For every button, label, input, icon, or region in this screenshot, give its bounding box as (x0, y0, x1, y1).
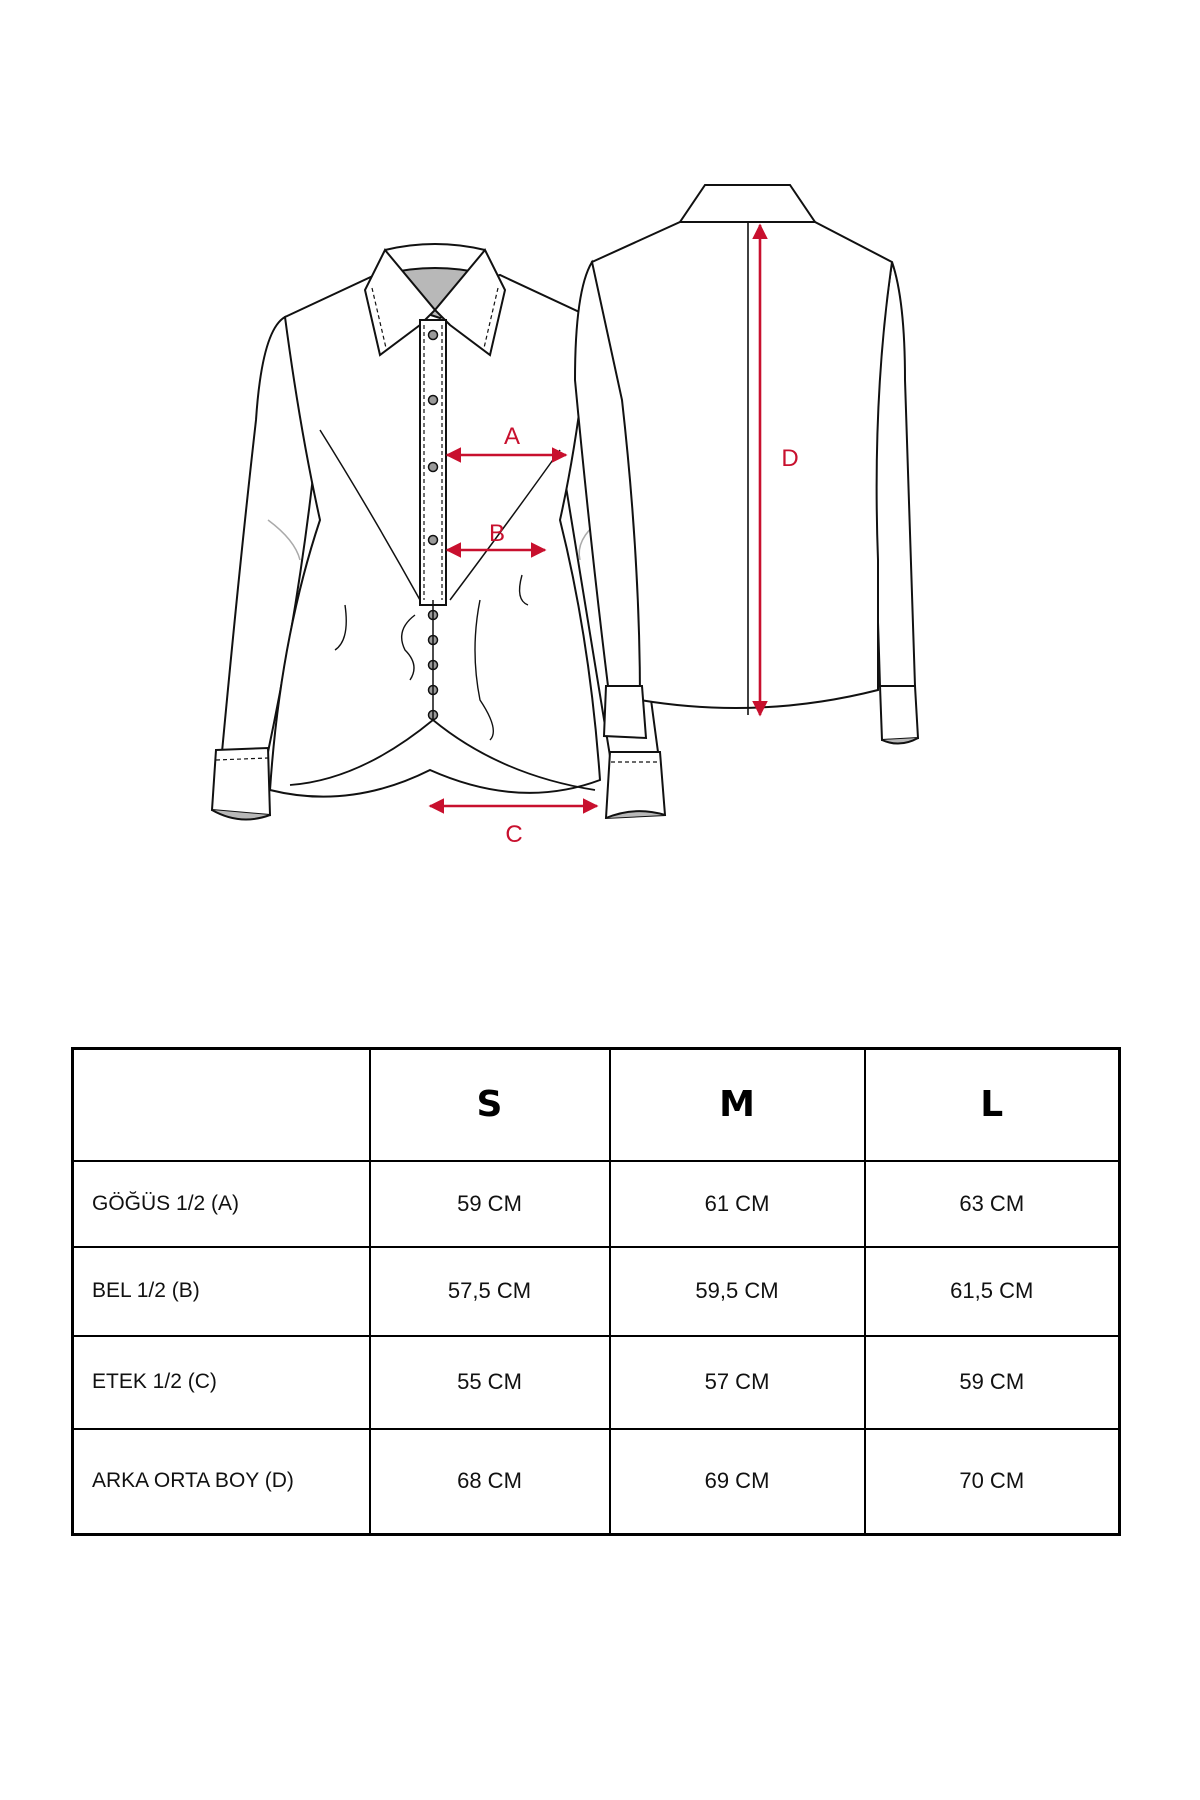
shirt-back-view (575, 185, 918, 744)
row-label-hem: ETEK 1/2 (C) (73, 1336, 370, 1429)
size-chart-table (71, 1047, 1121, 1536)
cell-chest-m: 61 CM (610, 1161, 865, 1247)
label-d: D (781, 445, 799, 472)
table-row (73, 1429, 1120, 1535)
cell-waist-s: 57,5 CM (370, 1247, 610, 1336)
cell-back-length-s: 68 CM (370, 1429, 610, 1535)
header-corner (73, 1049, 370, 1161)
cell-hem-m: 57 CM (610, 1336, 865, 1429)
header-size-m: M (610, 1049, 865, 1161)
cell-back-length-m: 69 CM (610, 1429, 865, 1535)
table-header-row (73, 1049, 1120, 1161)
header-size-l: L (865, 1049, 1120, 1161)
back-right-cuff (880, 686, 918, 740)
label-a: A (503, 423, 521, 450)
cell-waist-m: 59,5 CM (610, 1247, 865, 1336)
shirt-measurement-diagram (0, 0, 1200, 860)
header-size-s: S (370, 1049, 610, 1161)
front-collar-band (385, 244, 485, 250)
cell-chest-s: 59 CM (370, 1161, 610, 1247)
table-row (73, 1336, 1120, 1429)
row-label-back-length: ARKA ORTA BOY (D) (73, 1429, 370, 1535)
back-collar (680, 185, 815, 222)
row-label-chest: GÖĞÜS 1/2 (A) (73, 1161, 370, 1247)
cell-hem-s: 55 CM (370, 1336, 610, 1429)
table-row (73, 1161, 1120, 1247)
cell-waist-l: 61,5 CM (865, 1247, 1120, 1336)
cell-back-length-l: 70 CM (865, 1429, 1120, 1535)
row-label-waist: BEL 1/2 (B) (73, 1247, 370, 1336)
cell-hem-l: 59 CM (865, 1336, 1120, 1429)
label-c: C (505, 821, 523, 848)
back-left-cuff (604, 686, 646, 738)
table-row (73, 1247, 1120, 1336)
cell-chest-l: 63 CM (865, 1161, 1120, 1247)
label-b: B (488, 520, 506, 547)
